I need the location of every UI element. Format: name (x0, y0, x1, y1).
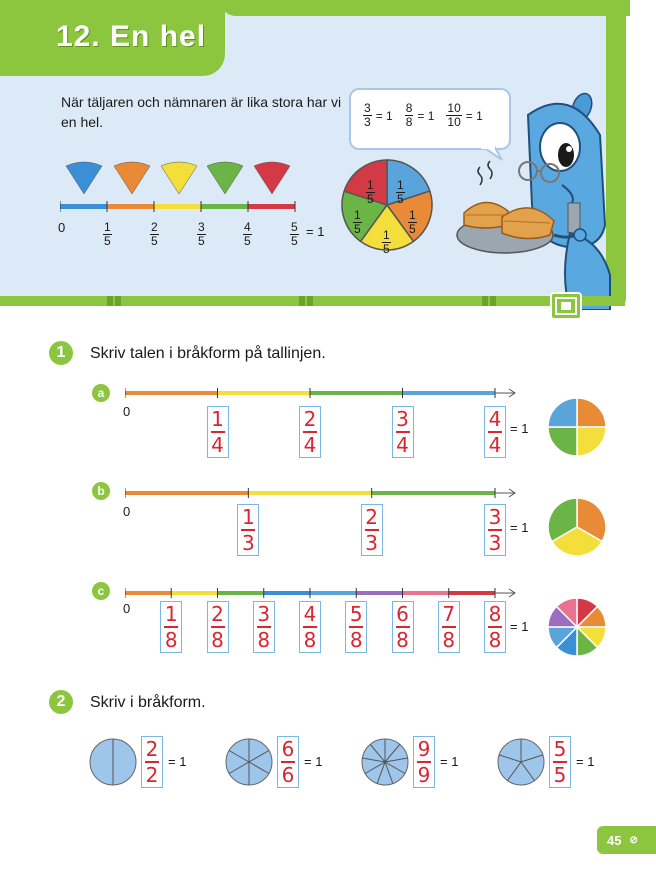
line-segment (154, 204, 201, 209)
pie-a (547, 397, 607, 457)
answer-numerator: 7 (442, 602, 456, 626)
pie-label: $\frac{1}{5}$ (409, 208, 416, 236)
answer-numerator: 5 (553, 737, 567, 761)
line-segment (201, 204, 248, 209)
answer-box-a[interactable] (484, 406, 506, 458)
line-arrow (495, 489, 515, 497)
answer-box-2[interactable] (549, 736, 571, 788)
pie-slice (548, 427, 577, 456)
line-segment (125, 391, 218, 395)
pie-slice (548, 398, 577, 427)
answer-denominator: 8 (257, 628, 271, 652)
answer-numerator: 9 (417, 737, 431, 761)
line-segment (310, 591, 356, 595)
line-segment (125, 591, 171, 595)
answer-denominator: 8 (349, 628, 363, 652)
line-c-eq: = 1 (510, 619, 529, 634)
line-segment (107, 204, 154, 209)
divided-circle (496, 737, 546, 787)
answer-box-c[interactable] (438, 601, 460, 653)
answer-denominator: 4 (211, 433, 224, 457)
answer-numerator: 3 (396, 407, 409, 431)
answer-box-c[interactable] (253, 601, 275, 653)
line-segment (372, 491, 495, 495)
bubble-eq: = 1 (417, 108, 435, 123)
ex2-eq: = 1 (168, 754, 187, 769)
bubble-eq: = 1 (465, 108, 483, 123)
answer-denominator: 9 (417, 763, 431, 787)
answer-numerator: 1 (164, 602, 178, 626)
pie-label: $\frac{1}{5}$ (383, 228, 390, 256)
answer-numerator: 2 (145, 737, 159, 761)
line-c-zero: 0 (123, 601, 131, 616)
answer-numerator: 2 (365, 505, 379, 529)
answer-denominator: 4 (396, 433, 409, 457)
line-segment (310, 391, 403, 395)
line-segment (264, 591, 310, 595)
answer-numerator: 2 (211, 602, 224, 626)
answer-box-c[interactable] (160, 601, 182, 653)
line-segment (171, 591, 217, 595)
line-segment (449, 591, 495, 595)
pie-b (547, 497, 607, 557)
robot-mascot (450, 75, 622, 310)
line-segment (248, 491, 371, 495)
line-arrow (495, 589, 515, 597)
answer-numerator: 1 (241, 505, 255, 529)
answer-denominator: 8 (211, 628, 224, 652)
answer-box-b[interactable] (237, 504, 259, 556)
answer-box-c[interactable] (207, 601, 229, 653)
line-segment (403, 391, 496, 395)
line-b-eq: = 1 (510, 520, 529, 535)
example-zero: 0 (58, 220, 66, 235)
example-eq: = 1 (306, 224, 325, 239)
answer-numerator: 1 (211, 407, 224, 431)
wedge-red (254, 162, 290, 194)
answer-box-2[interactable] (413, 736, 435, 788)
divided-circle (224, 737, 274, 787)
answer-box-2[interactable] (141, 736, 163, 788)
answer-denominator: 2 (145, 763, 159, 787)
answer-numerator: 4 (488, 407, 502, 431)
ex2-eq: = 1 (440, 754, 459, 769)
pipe-joints (107, 296, 607, 308)
example-tick-label: $\frac{2}{5}$ (151, 220, 158, 248)
number-line-a (125, 386, 525, 400)
exercise-1a-badge: a (92, 384, 110, 402)
answer-denominator: 6 (281, 763, 295, 787)
answer-box-a[interactable] (207, 406, 229, 458)
film-icon[interactable] (550, 292, 582, 320)
answer-denominator: 8 (164, 628, 178, 652)
answer-numerator: 5 (349, 602, 363, 626)
page-number: 45 ⊘ (597, 826, 656, 854)
answer-denominator: 5 (553, 763, 567, 787)
answer-denominator: 3 (488, 531, 502, 555)
line-segment (356, 591, 402, 595)
exercise-1-badge: 1 (49, 341, 73, 365)
answer-denominator: 4 (488, 433, 502, 457)
divided-circle (88, 737, 138, 787)
pie-slice (577, 398, 606, 427)
bubble-eq: = 1 (375, 108, 393, 123)
answer-denominator: 8 (442, 628, 456, 652)
bubble-fraction: $\frac{3}{3}$ (364, 101, 371, 129)
answer-numerator: 6 (281, 737, 295, 761)
panel-top-border (220, 0, 630, 16)
line-segment (248, 204, 295, 209)
answer-box-c[interactable] (392, 601, 414, 653)
wedge-orange (114, 162, 150, 194)
answer-box-2[interactable] (277, 736, 299, 788)
answer-denominator: 3 (241, 531, 255, 555)
answer-box-c[interactable] (345, 601, 367, 653)
page-title: 12. En hel (56, 20, 207, 53)
ex2-eq: = 1 (304, 754, 323, 769)
example-number-line (60, 200, 310, 214)
example-tick-label: $\frac{5}{5}$ (291, 220, 298, 248)
line-segment (403, 591, 449, 595)
wedge-green (207, 162, 243, 194)
bubble-fraction: $\frac{8}{8}$ (405, 101, 413, 129)
pie-label: $\frac{1}{5}$ (367, 178, 374, 206)
answer-numerator: 8 (488, 602, 502, 626)
line-segment (218, 591, 264, 595)
example-tick-label: $\frac{3}{5}$ (198, 220, 205, 248)
pie-label: $\frac{1}{5}$ (354, 208, 361, 236)
answer-numerator: 6 (396, 602, 409, 626)
wedges (62, 160, 302, 200)
bubble-fraction: $\frac{10}{10}$ (447, 101, 461, 129)
answer-denominator: 8 (488, 628, 502, 652)
wedge-blue (66, 162, 102, 194)
exercise-2-instruction: Skriv i bråkform. (90, 694, 206, 711)
answer-numerator: 3 (257, 602, 271, 626)
answer-numerator: 2 (303, 407, 317, 431)
number-line-b (125, 486, 525, 500)
number-line-c (125, 586, 525, 600)
line-a-zero: 0 (123, 404, 131, 419)
answer-denominator: 4 (303, 433, 317, 457)
exercise-1-instruction: Skriv talen i bråkform på tallinjen. (90, 345, 326, 362)
line-a-eq: = 1 (510, 421, 529, 436)
wedge-yellow (161, 162, 197, 194)
pie-c (547, 597, 607, 657)
intro-text: När täljaren och nämnaren är lika stora har vi en hel. (61, 94, 342, 130)
pie-slice (577, 427, 606, 456)
answer-box-c[interactable] (299, 601, 321, 653)
answer-box-b[interactable] (361, 504, 383, 556)
exercise-1c-badge: c (92, 582, 110, 600)
line-b-zero: 0 (123, 504, 131, 519)
answer-denominator: 8 (303, 628, 317, 652)
answer-numerator: 3 (488, 505, 502, 529)
answer-numerator: 4 (303, 602, 317, 626)
line-segment (60, 204, 107, 209)
answer-box-b[interactable] (484, 504, 506, 556)
example-tick-label: $\frac{4}{5}$ (244, 220, 251, 248)
answer-box-c[interactable] (484, 601, 506, 653)
answer-denominator: 8 (396, 628, 409, 652)
line-segment (218, 391, 311, 395)
answer-box-a[interactable] (392, 406, 414, 458)
exercise-1b-badge: b (92, 482, 110, 500)
example-tick-label: $\frac{1}{5}$ (104, 220, 111, 248)
divided-circle (360, 737, 410, 787)
answer-denominator: 3 (365, 531, 379, 555)
pie-label: $\frac{1}{5}$ (397, 178, 404, 206)
line-segment (125, 491, 248, 495)
exercise-2-badge: 2 (49, 690, 73, 714)
answer-box-a[interactable] (299, 406, 321, 458)
line-arrow (495, 389, 515, 397)
ex2-eq: = 1 (576, 754, 595, 769)
